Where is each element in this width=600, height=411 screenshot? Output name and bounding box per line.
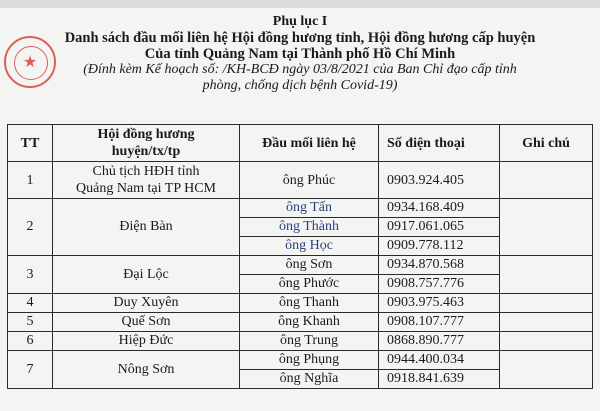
header-phone: Số điện thoại [379,125,500,162]
document-header [0,8,600,94]
cell-contact: ông Khanh [240,313,379,332]
cell-note [500,294,593,313]
reference-line-2: phòng, chống dịch bệnh Covid-19) [202,78,398,93]
cell-contact: ông Nghĩa [240,370,379,389]
cell-contact: ông Thành [240,218,379,237]
cell-phone: 0908.757.776 [379,275,500,294]
cell-tt: 7 [8,351,53,389]
cell-contact: ông Phụng [240,351,379,370]
top-bar [0,0,600,8]
cell-contact: ông Tấn [240,199,379,218]
table-header-row [8,125,593,162]
contacts-table [7,124,593,389]
cell-unit: Nông Sơn [53,351,240,389]
cell-tt: 1 [8,162,53,199]
cell-note [500,313,593,332]
table-row [8,351,593,370]
cell-phone: 0909.778.112 [379,237,500,256]
cell-unit: Quế Sơn [53,313,240,332]
cell-phone: 0934.168.409 [379,199,500,218]
appendix-title: Phụ lục I [272,14,328,29]
header-unit-line1: Hội đồng hương [97,127,195,142]
official-red-seal-icon: ★ [4,36,56,88]
cell-tt: 2 [8,199,53,256]
table-row [8,313,593,332]
cell-note [500,256,593,294]
cell-note [500,351,593,389]
cell-contact: ông Trung [240,332,379,351]
table-row [8,162,593,199]
cell-phone: 0903.975.463 [379,294,500,313]
cell-note [500,162,593,199]
cell-tt: 5 [8,313,53,332]
cell-contact: ông Thanh [240,294,379,313]
cell-phone: 0934.870.568 [379,256,500,275]
cell-unit: Điện Bàn [53,199,240,256]
cell-phone: 0917.061.065 [379,218,500,237]
cell-tt: 6 [8,332,53,351]
cell-unit-line1: Chủ tịch HĐH tỉnh [92,164,200,179]
cell-contact: ông Sơn [240,256,379,275]
cell-phone: 0908.107.777 [379,313,500,332]
header-unit-line2: huyện/tx/tp [111,144,181,159]
document-title: Danh sách đầu mối liên hệ Hội đồng hương tỉnh, Hội đồng hương cấp huyện [64,30,536,46]
table-row [8,256,593,275]
reference-line-1: (Đính kèm Kế hoạch số: /KH-BCĐ ngày 03/8/2021 của Ban Chỉ đạo cấp tỉnh [83,62,517,77]
cell-phone: 0903.924.405 [379,162,500,199]
header-tt: TT [8,125,53,162]
cell-phone: 0868.890.777 [379,332,500,351]
header-note: Ghi chú [500,125,593,162]
table-row [8,199,593,218]
cell-unit-line2: Quảng Nam tại TP HCM [76,181,216,196]
header-contact: Đầu mối liên hệ [240,125,379,162]
header-unit [53,125,240,162]
cell-contact: ông Phúc [240,162,379,199]
cell-contact: ông Phước [240,275,379,294]
cell-phone: 0944.400.034 [379,351,500,370]
cell-unit: Duy Xuyên [53,294,240,313]
cell-note [500,332,593,351]
cell-phone: 0918.841.639 [379,370,500,389]
cell-note [500,199,593,256]
cell-tt: 3 [8,256,53,294]
cell-unit [53,162,240,199]
cell-tt: 4 [8,294,53,313]
document-subtitle: Của tỉnh Quảng Nam tại Thành phố Hồ Chí Minh [144,46,456,62]
cell-unit: Đại Lộc [53,256,240,294]
cell-contact: ông Học [240,237,379,256]
cell-unit: Hiệp Đức [53,332,240,351]
table-row [8,332,593,351]
table-row [8,294,593,313]
